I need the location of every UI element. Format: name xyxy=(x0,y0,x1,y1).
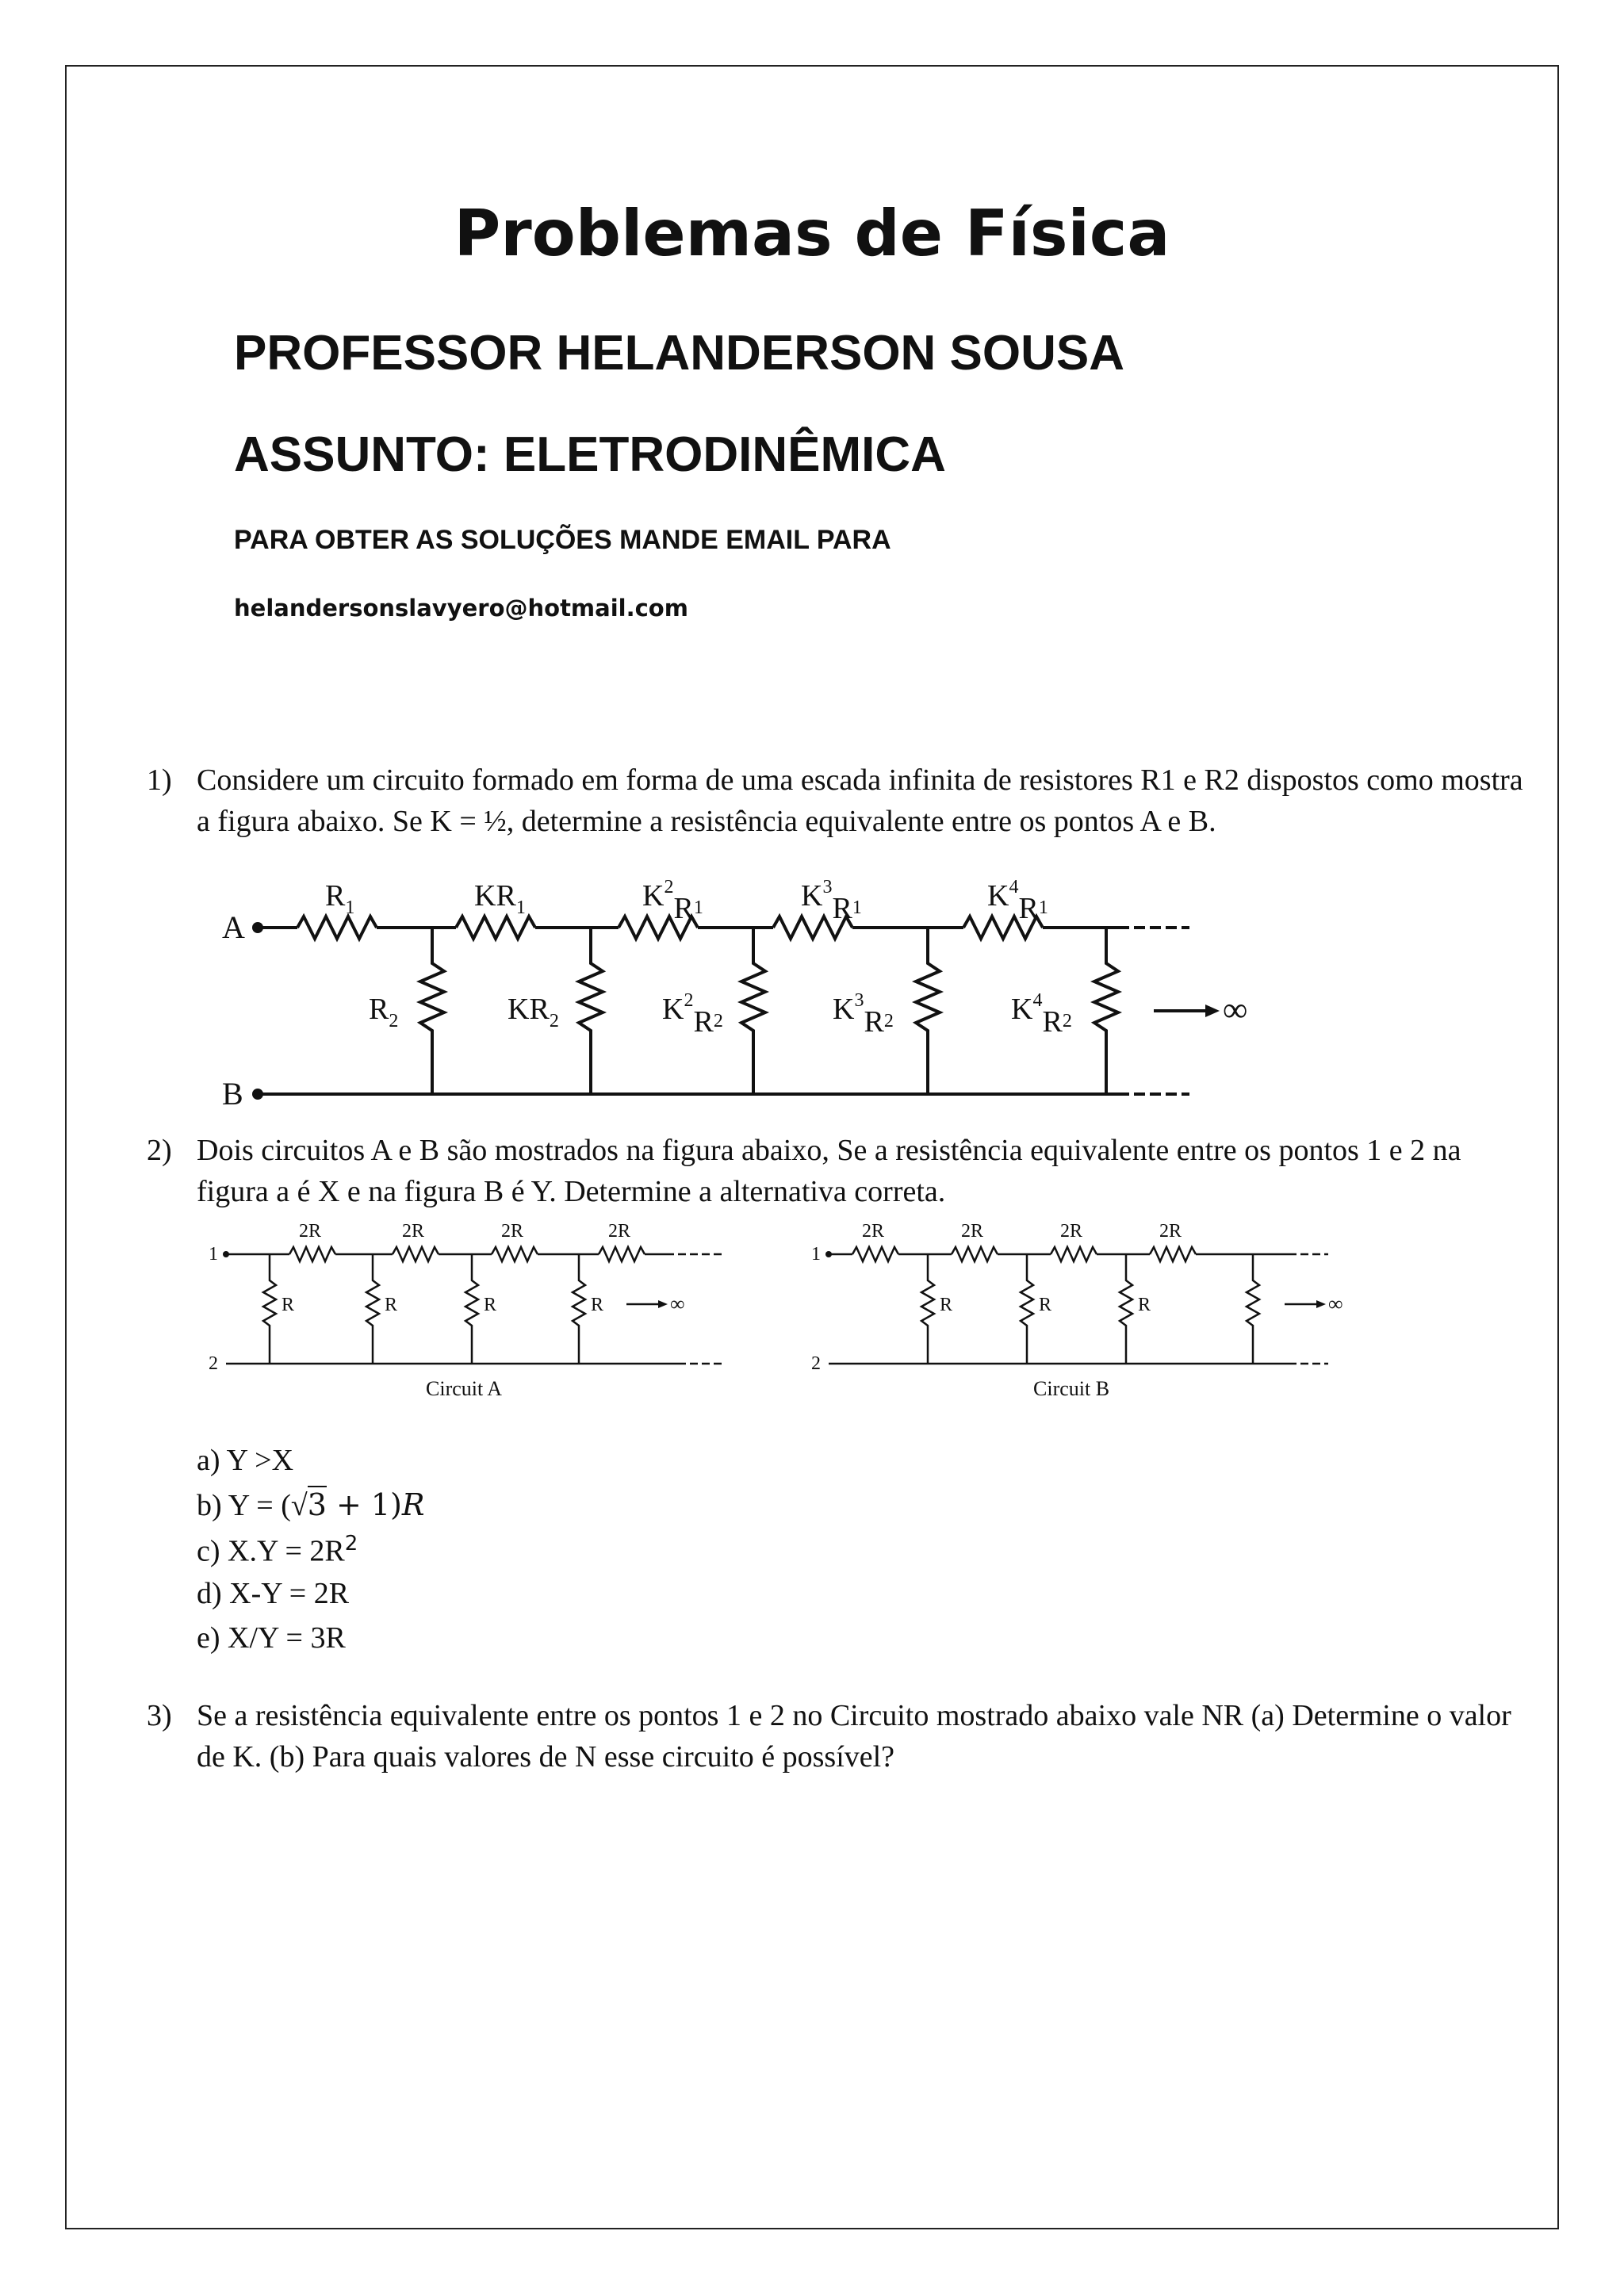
resistor-label: $K^2R1$ xyxy=(642,877,703,925)
subject-heading: ASSUNTO: ELETRODINÊMICA xyxy=(234,427,946,482)
caption-circuit-b: Circuit B xyxy=(1033,1377,1110,1400)
resistor-label: R xyxy=(282,1295,295,1315)
question-text: Dois circuitos A e B são mostrados na figura abaixo, Se a resistência equivalente entre os pontos 1 e 2 na figura a é X e na figura B é Y. Determine a alternativa correta. xyxy=(197,1134,1461,1208)
option-c-base: c) X.Y = 2R xyxy=(197,1534,345,1568)
resistor-label: $KR_2$ xyxy=(508,993,559,1031)
question-text: Considere um circuito formado em forma de uma escada infinita de resistores R1 e R2 dispostos como mostra a figura abaixo. Se K = ½, determine a resistência equivalente entre os pontos A e B. xyxy=(197,763,1523,838)
option-d: d) X-Y = 2R xyxy=(197,1577,350,1610)
resistor-label: $R_2$ xyxy=(369,993,399,1031)
option-b-var: R xyxy=(401,1487,425,1522)
resistor-label: 2R xyxy=(608,1221,631,1242)
resistor-label: R xyxy=(385,1295,398,1315)
resistor-label: R xyxy=(484,1295,497,1315)
resistor-label: R xyxy=(1039,1295,1052,1315)
solutions-note: PARA OBTER AS SOLUÇÕES MANDE EMAIL PARA xyxy=(234,525,891,555)
ladder-circuit-figure xyxy=(214,864,1277,1110)
node-a-dot xyxy=(252,922,263,933)
professor-heading: PROFESSOR HELANDERSON SOUSA xyxy=(234,326,1125,381)
infinity-symbol: ∞ xyxy=(1223,990,1248,1029)
resistor-label: $K^3R2$ xyxy=(833,990,894,1039)
page-title: Problemas de Física xyxy=(454,197,1170,270)
caption-circuit-a: Circuit A xyxy=(426,1377,503,1400)
question-number: 1) xyxy=(147,763,172,797)
resistor-label: 2R xyxy=(961,1221,984,1242)
resistor-label: $K^4R2$ xyxy=(1011,990,1072,1039)
sqrt-radicand: 3 xyxy=(307,1487,327,1522)
arrow-icon xyxy=(658,1300,668,1308)
question-number: 3) xyxy=(147,1699,172,1732)
resistor-label: $KR_1$ xyxy=(474,879,526,918)
resistor-label: 2R xyxy=(299,1221,322,1242)
resistor-label: $K^4R1$ xyxy=(987,877,1048,925)
question-2 xyxy=(147,1130,1526,1217)
resistor-label: $K^2R2$ xyxy=(662,990,723,1039)
node-dot xyxy=(223,1251,229,1257)
question-number: 2) xyxy=(147,1134,172,1167)
resistor-label: 2R xyxy=(402,1221,425,1242)
node-1-label: 1 xyxy=(209,1244,218,1265)
resistor-label: $R_1$ xyxy=(325,879,355,918)
resistor-label: $K^3R1$ xyxy=(801,877,862,925)
resistor-label: R xyxy=(591,1295,604,1315)
infinity-symbol: ∞ xyxy=(670,1292,685,1315)
resistor-label: 2R xyxy=(1159,1221,1182,1242)
option-a: a) Y >X xyxy=(197,1444,294,1477)
resistor-label: 2R xyxy=(501,1221,524,1242)
arrow-icon xyxy=(1205,1004,1220,1017)
node-a-label: A xyxy=(222,909,245,945)
sqrt-symbol: √ xyxy=(290,1489,308,1522)
node-b-dot xyxy=(252,1089,263,1100)
option-b-suffix: + 1) xyxy=(326,1487,402,1522)
node-2-label: 2 xyxy=(811,1353,821,1374)
resistor-label: R xyxy=(940,1295,953,1315)
infinity-symbol: ∞ xyxy=(1328,1292,1343,1315)
node-b-label: B xyxy=(222,1076,243,1110)
circuits-a-b-figure xyxy=(202,1213,1360,1407)
question-3 xyxy=(147,1695,1526,1782)
option-e: e) X/Y = 3R xyxy=(197,1621,346,1655)
resistor-label: 2R xyxy=(1060,1221,1083,1242)
option-c xyxy=(197,1532,358,1569)
node-2-label: 2 xyxy=(209,1353,218,1374)
question-1 xyxy=(147,760,1526,847)
option-b-prefix: b) Y = ( xyxy=(197,1489,291,1522)
question-text: Se a resistência equivalente entre os pontos 1 e 2 no Circuito mostrado abaixo vale NR (a) Determine o valor de K. (b) Para quais valores de N esse circuito é possível? xyxy=(197,1699,1511,1774)
option-b xyxy=(197,1487,425,1523)
contact-email: helandersonslavyero@hotmail.com xyxy=(234,595,688,622)
option-c-exponent: 2 xyxy=(344,1532,358,1556)
node-1-label: 1 xyxy=(811,1244,821,1265)
resistor-label: 2R xyxy=(862,1221,885,1242)
arrow-icon xyxy=(1316,1300,1326,1308)
node-dot xyxy=(825,1251,832,1257)
resistor-label: R xyxy=(1138,1295,1151,1315)
